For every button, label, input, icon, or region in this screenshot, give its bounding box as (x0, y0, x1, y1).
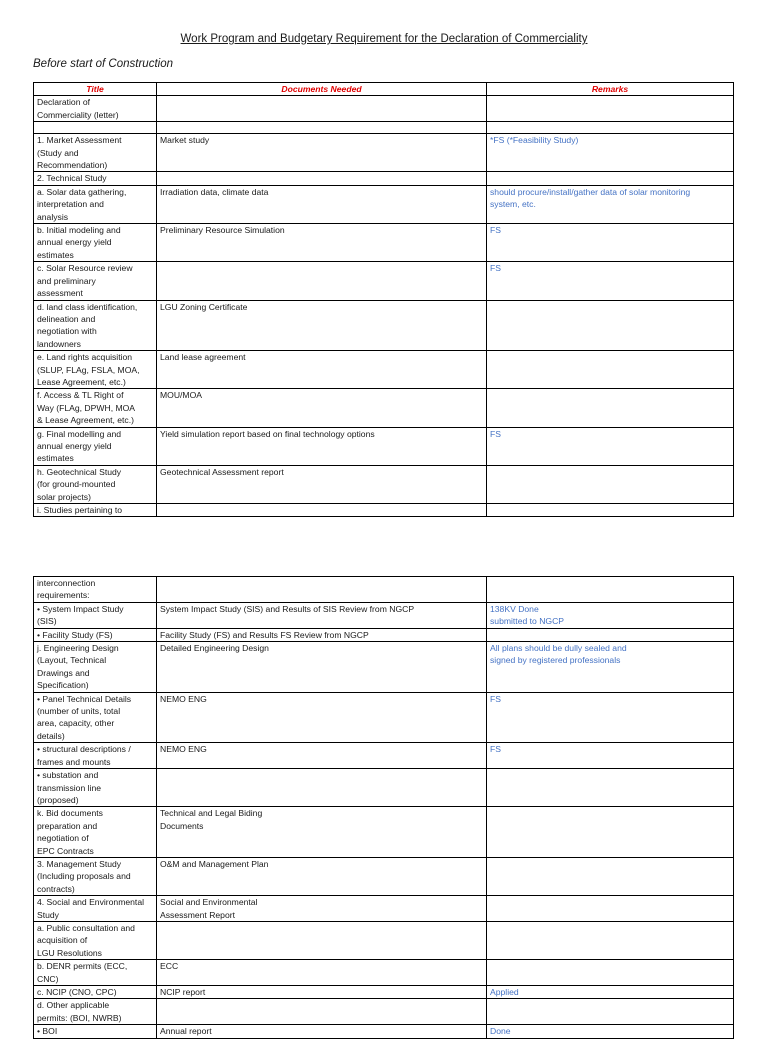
cell-documents-needed: O&M and Management Plan (157, 857, 487, 895)
table-row (34, 986, 734, 999)
cell-title: Declaration of Commerciality (letter) (34, 96, 157, 122)
table-row (34, 465, 734, 503)
cell-title: i. Studies pertaining to (34, 504, 157, 517)
cell-documents-needed: LGU Zoning Certificate (157, 300, 487, 351)
table-row (34, 743, 734, 769)
table-row (34, 692, 734, 743)
cell-documents-needed: Facility Study (FS) and Results FS Review from NGCP (157, 628, 487, 641)
cell-title: • structural descriptions / frames and mounts (34, 743, 157, 769)
table-row (34, 224, 734, 262)
cell-title: d. land class identification, delineation and negotiation with landowners (34, 300, 157, 351)
table-row (34, 262, 734, 300)
cell-documents-needed (157, 921, 487, 959)
cell-title: a. Solar data gathering, interpretation and analysis (34, 185, 157, 223)
cell-title: g. Final modelling and annual energy yield estimates (34, 427, 157, 465)
cell-title: 4. Social and Environmental Study (34, 896, 157, 922)
table-row (34, 628, 734, 641)
cell-title: • Facility Study (FS) (34, 628, 157, 641)
cell-remarks (487, 172, 734, 185)
cell-documents-needed: NCIP report (157, 986, 487, 999)
table-row (34, 807, 734, 858)
cell-documents-needed: Land lease agreement (157, 351, 487, 389)
table-row (34, 300, 734, 351)
header-documents-needed: Documents Needed (157, 83, 487, 96)
cell-remarks (487, 769, 734, 807)
cell-title: k. Bid documents preparation and negotiation of EPC Contracts (34, 807, 157, 858)
cell-title: f. Access & TL Right of Way (FLAg, DPWH, MOA & Lease Agreement, etc.) (34, 389, 157, 427)
cell-remarks (487, 807, 734, 858)
cell-documents-needed: Technical and Legal Biding Documents (157, 807, 487, 858)
cell-title: j. Engineering Design (Layout, Technical Drawings and Specification) (34, 642, 157, 693)
cell-remarks (487, 896, 734, 922)
cell-remarks: FS (487, 692, 734, 743)
cell-documents-needed: Geotechnical Assessment report (157, 465, 487, 503)
cell-remarks (487, 96, 734, 122)
table-row (34, 602, 734, 628)
table-row (34, 351, 734, 389)
cell-title: e. Land rights acquisition (SLUP, FLAg, FSLA, MOA, Lease Agreement, etc.) (34, 351, 157, 389)
cell-title: d. Other applicable permits: (BOI, NWRB) (34, 999, 157, 1025)
cell-documents-needed: ECC (157, 960, 487, 986)
cell-documents-needed: Annual report (157, 1025, 487, 1038)
table-row (34, 122, 734, 134)
table-row (34, 185, 734, 223)
table-row (34, 172, 734, 185)
cell-documents-needed: MOU/MOA (157, 389, 487, 427)
table-row (34, 769, 734, 807)
cell-title (34, 122, 157, 134)
table-row (34, 960, 734, 986)
cell-title: • substation and transmission line (proposed) (34, 769, 157, 807)
cell-documents-needed: NEMO ENG (157, 743, 487, 769)
cell-remarks (487, 628, 734, 641)
cell-title: 3. Management Study (Including proposals and contracts) (34, 857, 157, 895)
cell-title: • System Impact Study (SIS) (34, 602, 157, 628)
cell-remarks (487, 857, 734, 895)
cell-title: 2. Technical Study (34, 172, 157, 185)
cell-documents-needed: Social and Environmental Assessment Report (157, 896, 487, 922)
cell-remarks: Done (487, 1025, 734, 1038)
cell-remarks (487, 465, 734, 503)
cell-documents-needed: Market study (157, 134, 487, 172)
table-row (34, 921, 734, 959)
cell-title: a. Public consultation and acquisition of LGU Resolutions (34, 921, 157, 959)
section-subtitle: Before start of Construction (33, 58, 173, 70)
cell-title: b. DENR permits (ECC, CNC) (34, 960, 157, 986)
table-row (34, 896, 734, 922)
cell-remarks: FS (487, 743, 734, 769)
cell-title: • Panel Technical Details (number of units, total area, capacity, other details) (34, 692, 157, 743)
header-remarks: Remarks (487, 83, 734, 96)
cell-title: c. NCIP (CNO, CPC) (34, 986, 157, 999)
cell-title: interconnection requirements: (34, 577, 157, 603)
cell-remarks (487, 504, 734, 517)
requirements-table-part-2 (33, 576, 734, 1039)
cell-remarks: FS (487, 427, 734, 465)
table-row (34, 577, 734, 603)
table-row (34, 427, 734, 465)
cell-documents-needed: NEMO ENG (157, 692, 487, 743)
cell-documents-needed (157, 262, 487, 300)
table-body-1 (34, 96, 734, 517)
cell-remarks (487, 921, 734, 959)
table-row (34, 96, 734, 122)
table-row (34, 642, 734, 693)
cell-remarks: should procure/install/gather data of solar monitoring system, etc. (487, 185, 734, 223)
requirements-table-part-1 (33, 82, 734, 517)
cell-title: c. Solar Resource review and preliminary assessment (34, 262, 157, 300)
cell-remarks: FS (487, 224, 734, 262)
cell-remarks: Applied (487, 986, 734, 999)
cell-documents-needed: Yield simulation report based on final technology options (157, 427, 487, 465)
cell-remarks: 138KV Done submitted to NGCP (487, 602, 734, 628)
cell-remarks (487, 577, 734, 603)
cell-title: 1. Market Assessment (Study and Recommendation) (34, 134, 157, 172)
cell-documents-needed (157, 999, 487, 1025)
cell-documents-needed (157, 504, 487, 517)
table-body-2 (34, 577, 734, 1039)
cell-remarks (487, 351, 734, 389)
cell-documents-needed (157, 172, 487, 185)
header-title: Title (34, 83, 157, 96)
table-header-row (34, 83, 734, 96)
document-title: Work Program and Budgetary Requirement for the Declaration of Commerciality (180, 33, 588, 45)
cell-documents-needed: Detailed Engineering Design (157, 642, 487, 693)
cell-documents-needed (157, 577, 487, 603)
cell-documents-needed (157, 96, 487, 122)
cell-documents-needed: Irradiation data, climate data (157, 185, 487, 223)
cell-remarks (487, 389, 734, 427)
cell-title: • BOI (34, 1025, 157, 1038)
table-row (34, 999, 734, 1025)
cell-documents-needed: Preliminary Resource Simulation (157, 224, 487, 262)
cell-remarks: FS (487, 262, 734, 300)
cell-title: b. Initial modeling and annual energy yield estimates (34, 224, 157, 262)
table-row (34, 1025, 734, 1038)
table-row (34, 389, 734, 427)
cell-remarks: *FS (*Feasibility Study) (487, 134, 734, 172)
cell-remarks (487, 300, 734, 351)
cell-remarks (487, 960, 734, 986)
table-row (34, 134, 734, 172)
cell-remarks: All plans should be dully sealed and signed by registered professionals (487, 642, 734, 693)
cell-remarks (487, 999, 734, 1025)
cell-documents-needed (157, 122, 487, 134)
cell-remarks (487, 122, 734, 134)
cell-documents-needed: System Impact Study (SIS) and Results of SIS Review from NGCP (157, 602, 487, 628)
table-row (34, 857, 734, 895)
cell-documents-needed (157, 769, 487, 807)
table-row (34, 504, 734, 517)
cell-title: h. Geotechnical Study (for ground-mounted solar projects) (34, 465, 157, 503)
